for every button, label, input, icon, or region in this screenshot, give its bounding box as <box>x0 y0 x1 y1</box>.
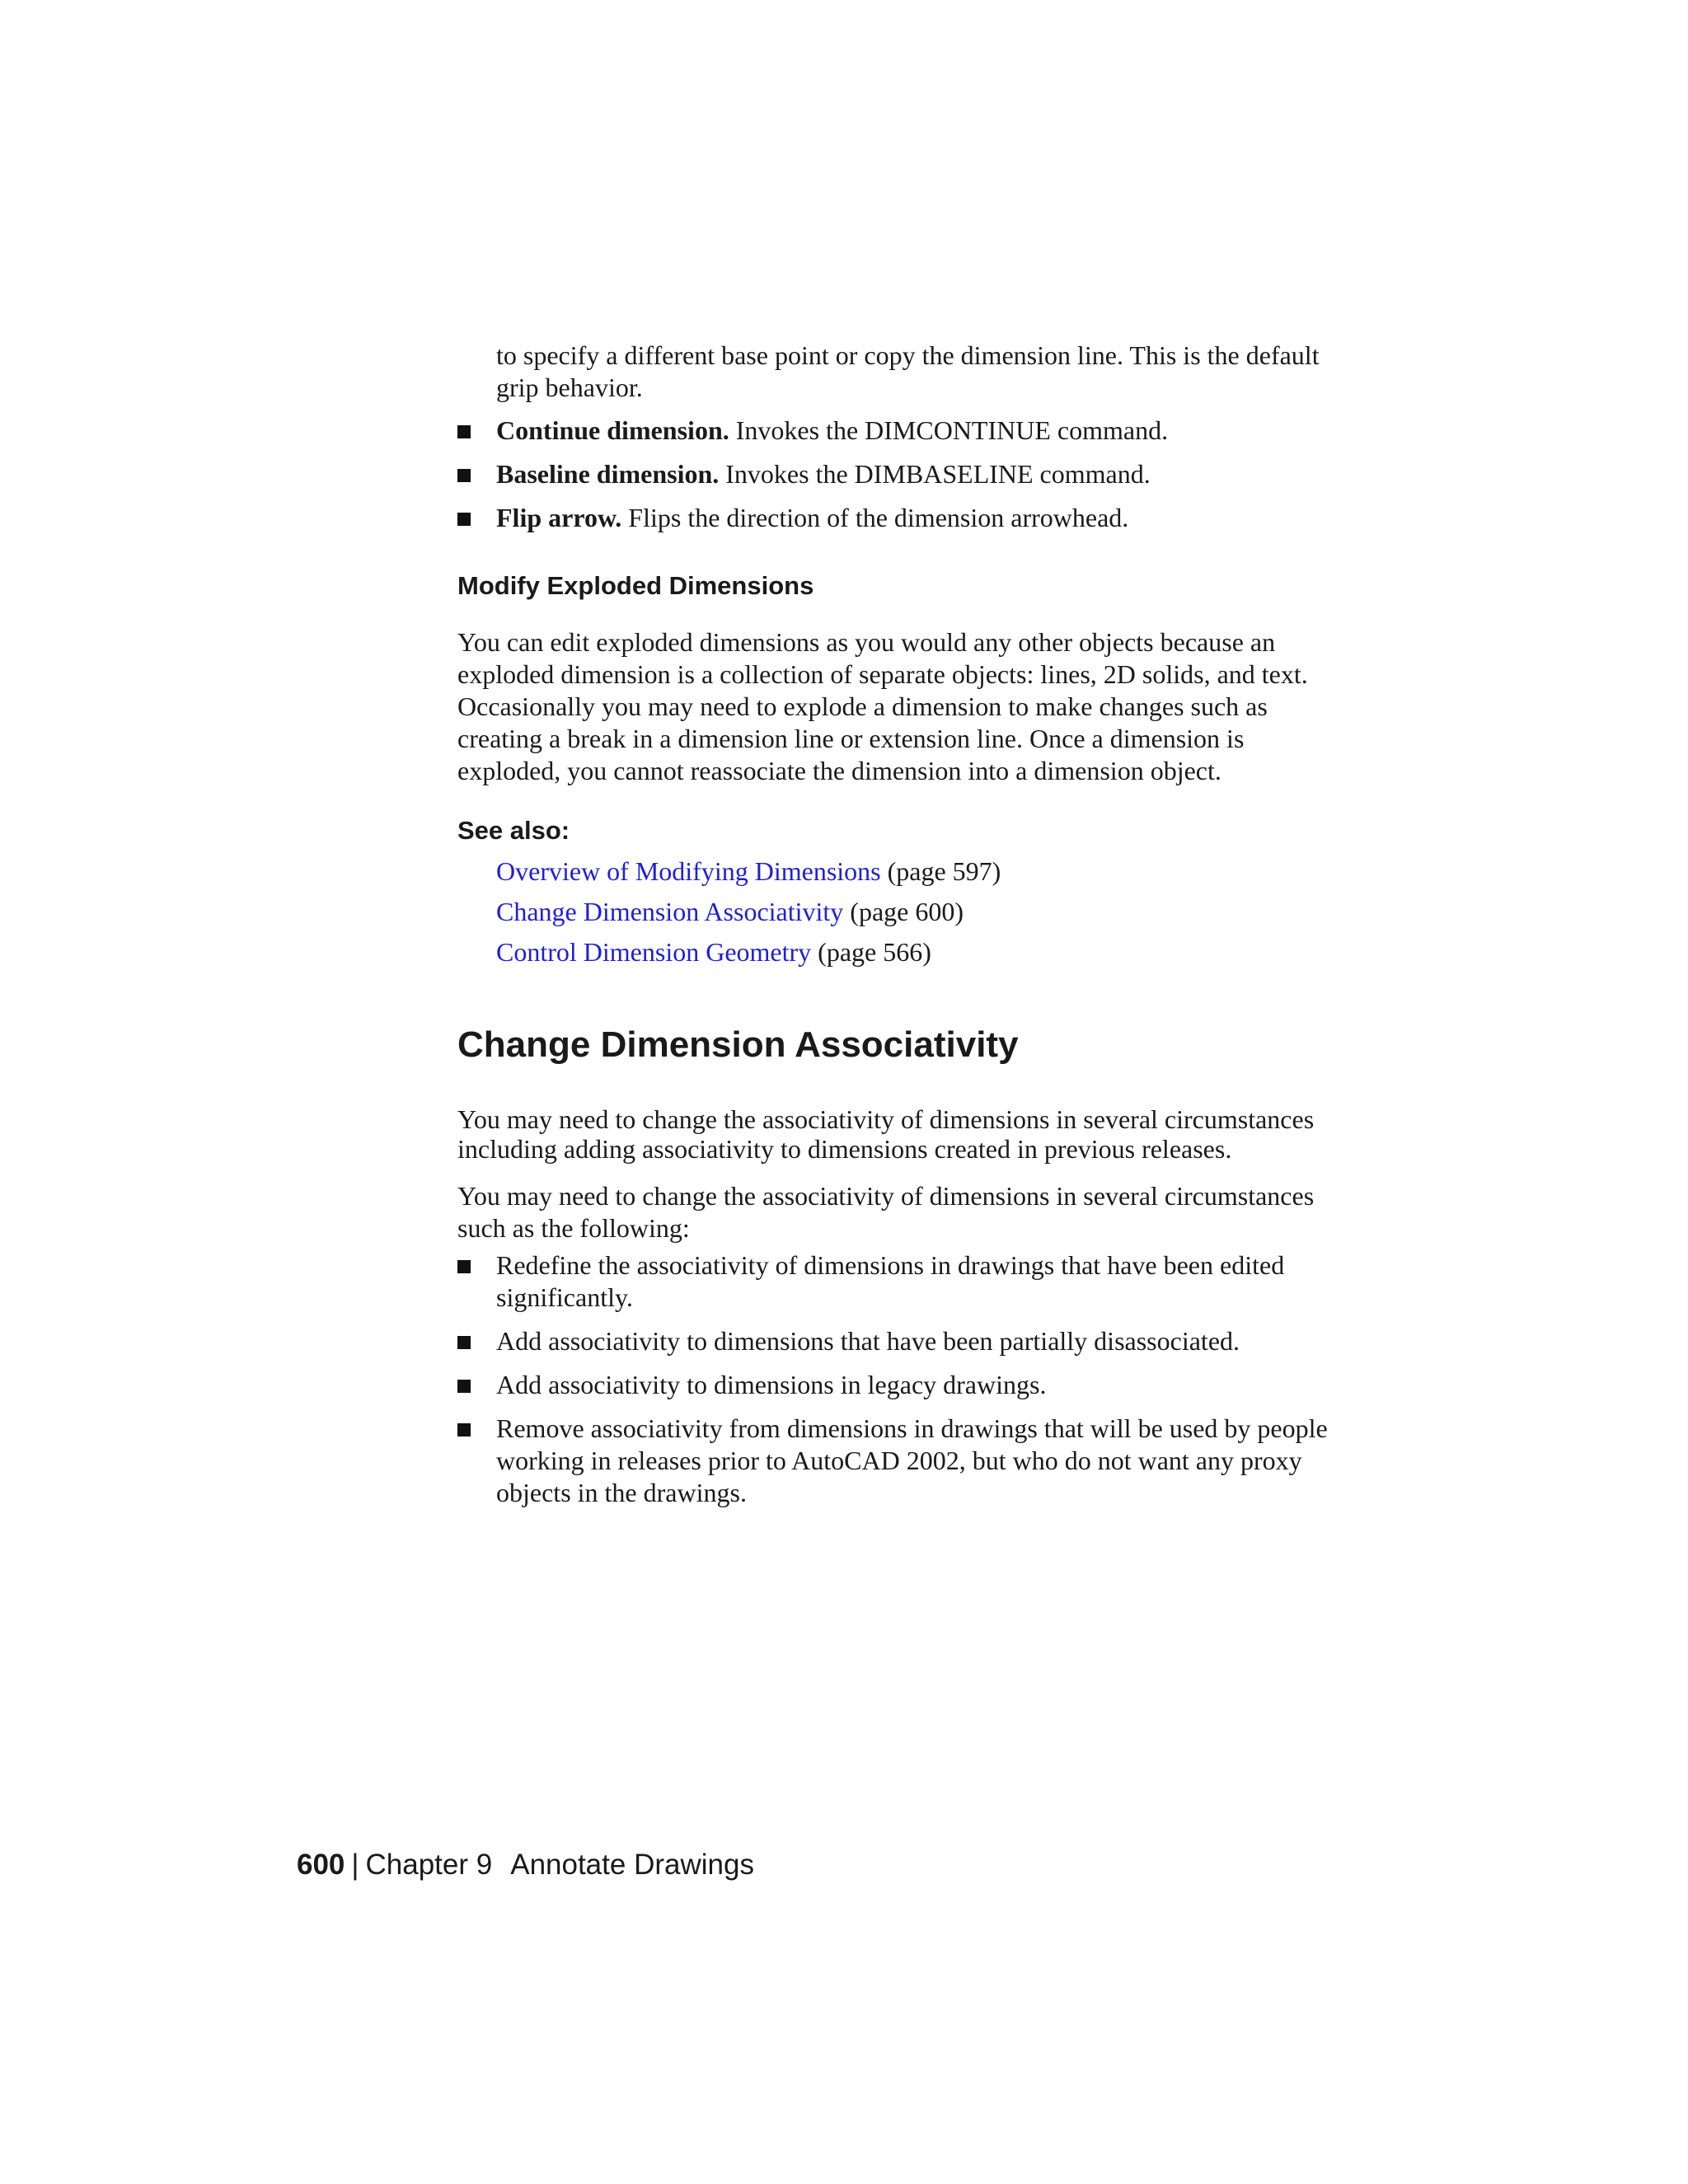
bullet-text: Invokes the DIMBASELINE command. <box>725 459 1151 489</box>
bullet-term: Flip arrow. <box>496 503 622 532</box>
change-assoc-paragraph-2: You may need to change the associativity of dimensions in several circumstances such as the following: <box>457 1181 1315 1243</box>
page-footer <box>297 1847 754 1883</box>
page-reference: (page 566) <box>818 937 931 967</box>
bullet-remove-associativity <box>457 1413 1348 1509</box>
bullet-text: Redefine the associativity of dimensions in drawings that have been edited significantly. <box>496 1250 1285 1312</box>
bullet-add-associativity-partial <box>457 1325 1348 1357</box>
see-also-item <box>457 932 1348 972</box>
page-number: 600 <box>297 1849 345 1881</box>
link-change-dimension-associativity[interactable]: Change Dimension Associativity <box>496 897 844 926</box>
page-reference: (page 597) <box>887 856 1001 886</box>
bullet-square-icon <box>457 1336 471 1349</box>
see-also-item <box>457 851 1348 892</box>
section-heading-modify-exploded: Modify Exploded Dimensions <box>457 571 814 600</box>
bullet-square-icon <box>457 1260 471 1273</box>
footer-separator: | <box>351 1849 359 1881</box>
bullet-square-icon <box>457 513 471 526</box>
bullet-text: Add associativity to dimensions that have been partially disassociated. <box>496 1326 1240 1356</box>
bullet-continue-dimension <box>457 415 1348 447</box>
bullet-term: Continue dimension. <box>496 415 729 445</box>
see-also-item <box>457 892 1348 932</box>
link-overview-modifying-dimensions[interactable]: Overview of Modifying Dimensions <box>496 856 881 886</box>
change-assoc-paragraph-1: You may need to change the associativity of dimensions in several circumstances including adding associativity to dimensions created in previous releases. <box>457 1104 1315 1164</box>
chapter-title: Annotate Drawings <box>510 1849 754 1881</box>
see-also-label: See also: <box>457 816 570 845</box>
page-reference: (page 600) <box>850 897 964 926</box>
bullet-term: Baseline dimension. <box>496 459 720 489</box>
bullet-text: Remove associativity from dimensions in drawings that will be used by people working in releases prior to AutoCAD 2002, but who do not want any proxy objects in the drawings. <box>496 1413 1328 1507</box>
section-heading-change-associativity: Change Dimension Associativity <box>457 1024 1019 1065</box>
bullet-text: Add associativity to dimensions in legacy drawings. <box>496 1370 1047 1399</box>
bullet-square-icon <box>457 425 471 438</box>
bullet-square-icon <box>457 469 471 482</box>
bullet-flip-arrow <box>457 502 1348 534</box>
chapter-label: Chapter 9 <box>365 1849 493 1881</box>
bullet-square-icon <box>457 1380 471 1393</box>
bullet-text: Flips the direction of the dimension arrowhead. <box>628 503 1129 532</box>
bullet-text: Invokes the DIMCONTINUE command. <box>735 415 1169 445</box>
bullet-baseline-dimension <box>457 458 1348 490</box>
modify-exploded-paragraph: You can edit exploded dimensions as you would any other objects because an exploded dimension is a collection of separate objects: lines, 2D solids, and text. Occasionally you may need to explode a dimension to make changes such as creating a break in a dimension line or extension line. Once a dimension is exploded, you cannot reassociate the dimension into a dimension object. <box>457 627 1308 785</box>
link-control-dimension-geometry[interactable]: Control Dimension Geometry <box>496 937 812 967</box>
bullet-square-icon <box>457 1423 471 1436</box>
continuation-paragraph: to specify a different base point or copy the dimension line. This is the default grip behavior. <box>496 340 1320 402</box>
bullet-add-associativity-legacy <box>457 1369 1348 1401</box>
bullet-redefine-associativity <box>457 1249 1348 1314</box>
see-also-list <box>457 851 1348 972</box>
page-content <box>457 340 1348 1509</box>
